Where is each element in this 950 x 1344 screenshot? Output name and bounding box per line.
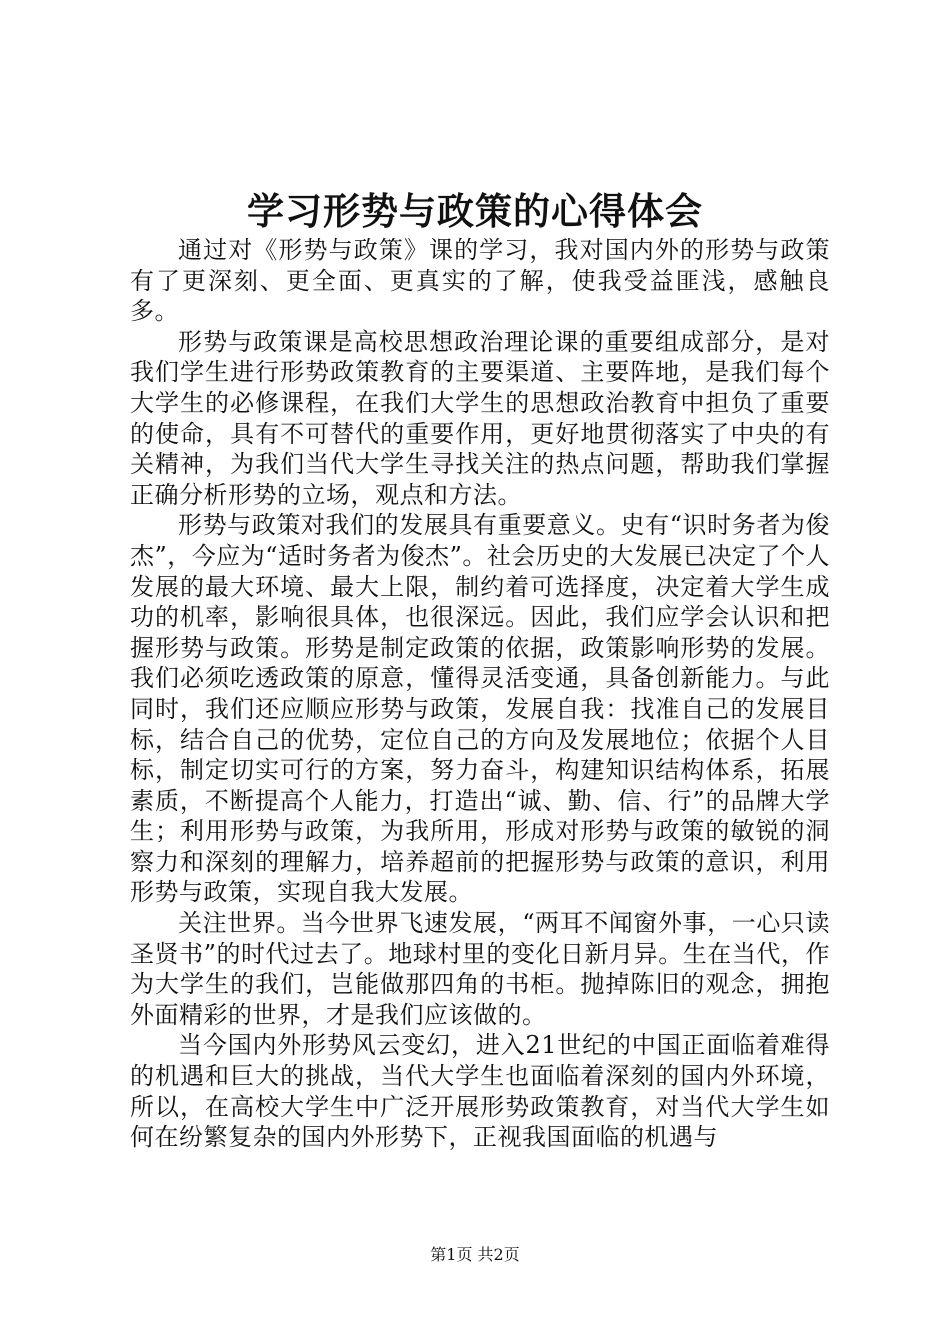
paragraph: 关注世界。当今世界飞速发展，“两耳不闻窗外事，一心只读圣贤书”的时代过去了。地球村里的变化日新月异。生在当代，作为大学生的我们，岂能做那四角的书柜。抛掉陈旧的观念，拥抱外面精彩的世界，才是我们应该做的。 [130,909,830,1029]
paragraph: 通过对《形势与政策》课的学习，我对国内外的形势与政策有了更深刻、更全面、更真实的了解，使我受益匪浅，感触良多。 [130,236,830,326]
document-body [130,235,830,1153]
page-footer: 第1页 共2页 [430,1245,520,1264]
page-title: 学习形势与政策的心得体会 [247,189,703,233]
paragraph: 形势与政策对我们的发展具有重要意义。史有“识时务者为俊杰”，今应为“适时务者为俊杰”。社会历史的大发展已决定了个人发展的最大环境、最大上限，制约着可选择度，决定着大学生成功的机率，影响很具体，也很深远。因此，我们应学会认识和把握形势与政策。形势是制定政策的依据，政策影响形势的发展。我们必须吃透政策的原意，懂得灵活变通，具备创新能力。与此同时，我们还应顺应形势与政策，发展自我：找准自己的发展目标，结合自己的优势，定位自己的方向及发展地位；依据个人目标，制定切实可行的方案，努力奋斗，构建知识结构体系，拓展素质，不断提高个人能力，打造出“诚、勤、信、行”的品牌大学生；利用形势与政策，为我所用，形成对形势与政策的敏锐的洞察力和深刻的理解力，培养超前的把握形势与政策的意识，利用形势与政策，实现自我大发展。 [130,511,830,907]
paragraph: 形势与政策课是高校思想政治理论课的重要组成部分，是对我们学生进行形势政策教育的主要渠道、主要阵地，是我们每个大学生的必修课程，在我们大学生的思想政治教育中担负了重要的使命，具有不可替代的重要作用，更好地贯彻落实了中央的有关精神，为我们当代大学生寻找关注的热点问题，帮助我们掌握正确分析形势的立场，观点和方法。 [130,327,830,509]
paragraph: 当今国内外形势风云变幻，进入21世纪的中国正面临着难得的机遇和巨大的挑战，当代大学生也面临着深刻的国内外环境，所以，在高校大学生中广泛开展形势政策教育，对当代大学生如何在纷繁复杂的国内外形势下，正视我国面临的机遇与 [130,1031,830,1152]
